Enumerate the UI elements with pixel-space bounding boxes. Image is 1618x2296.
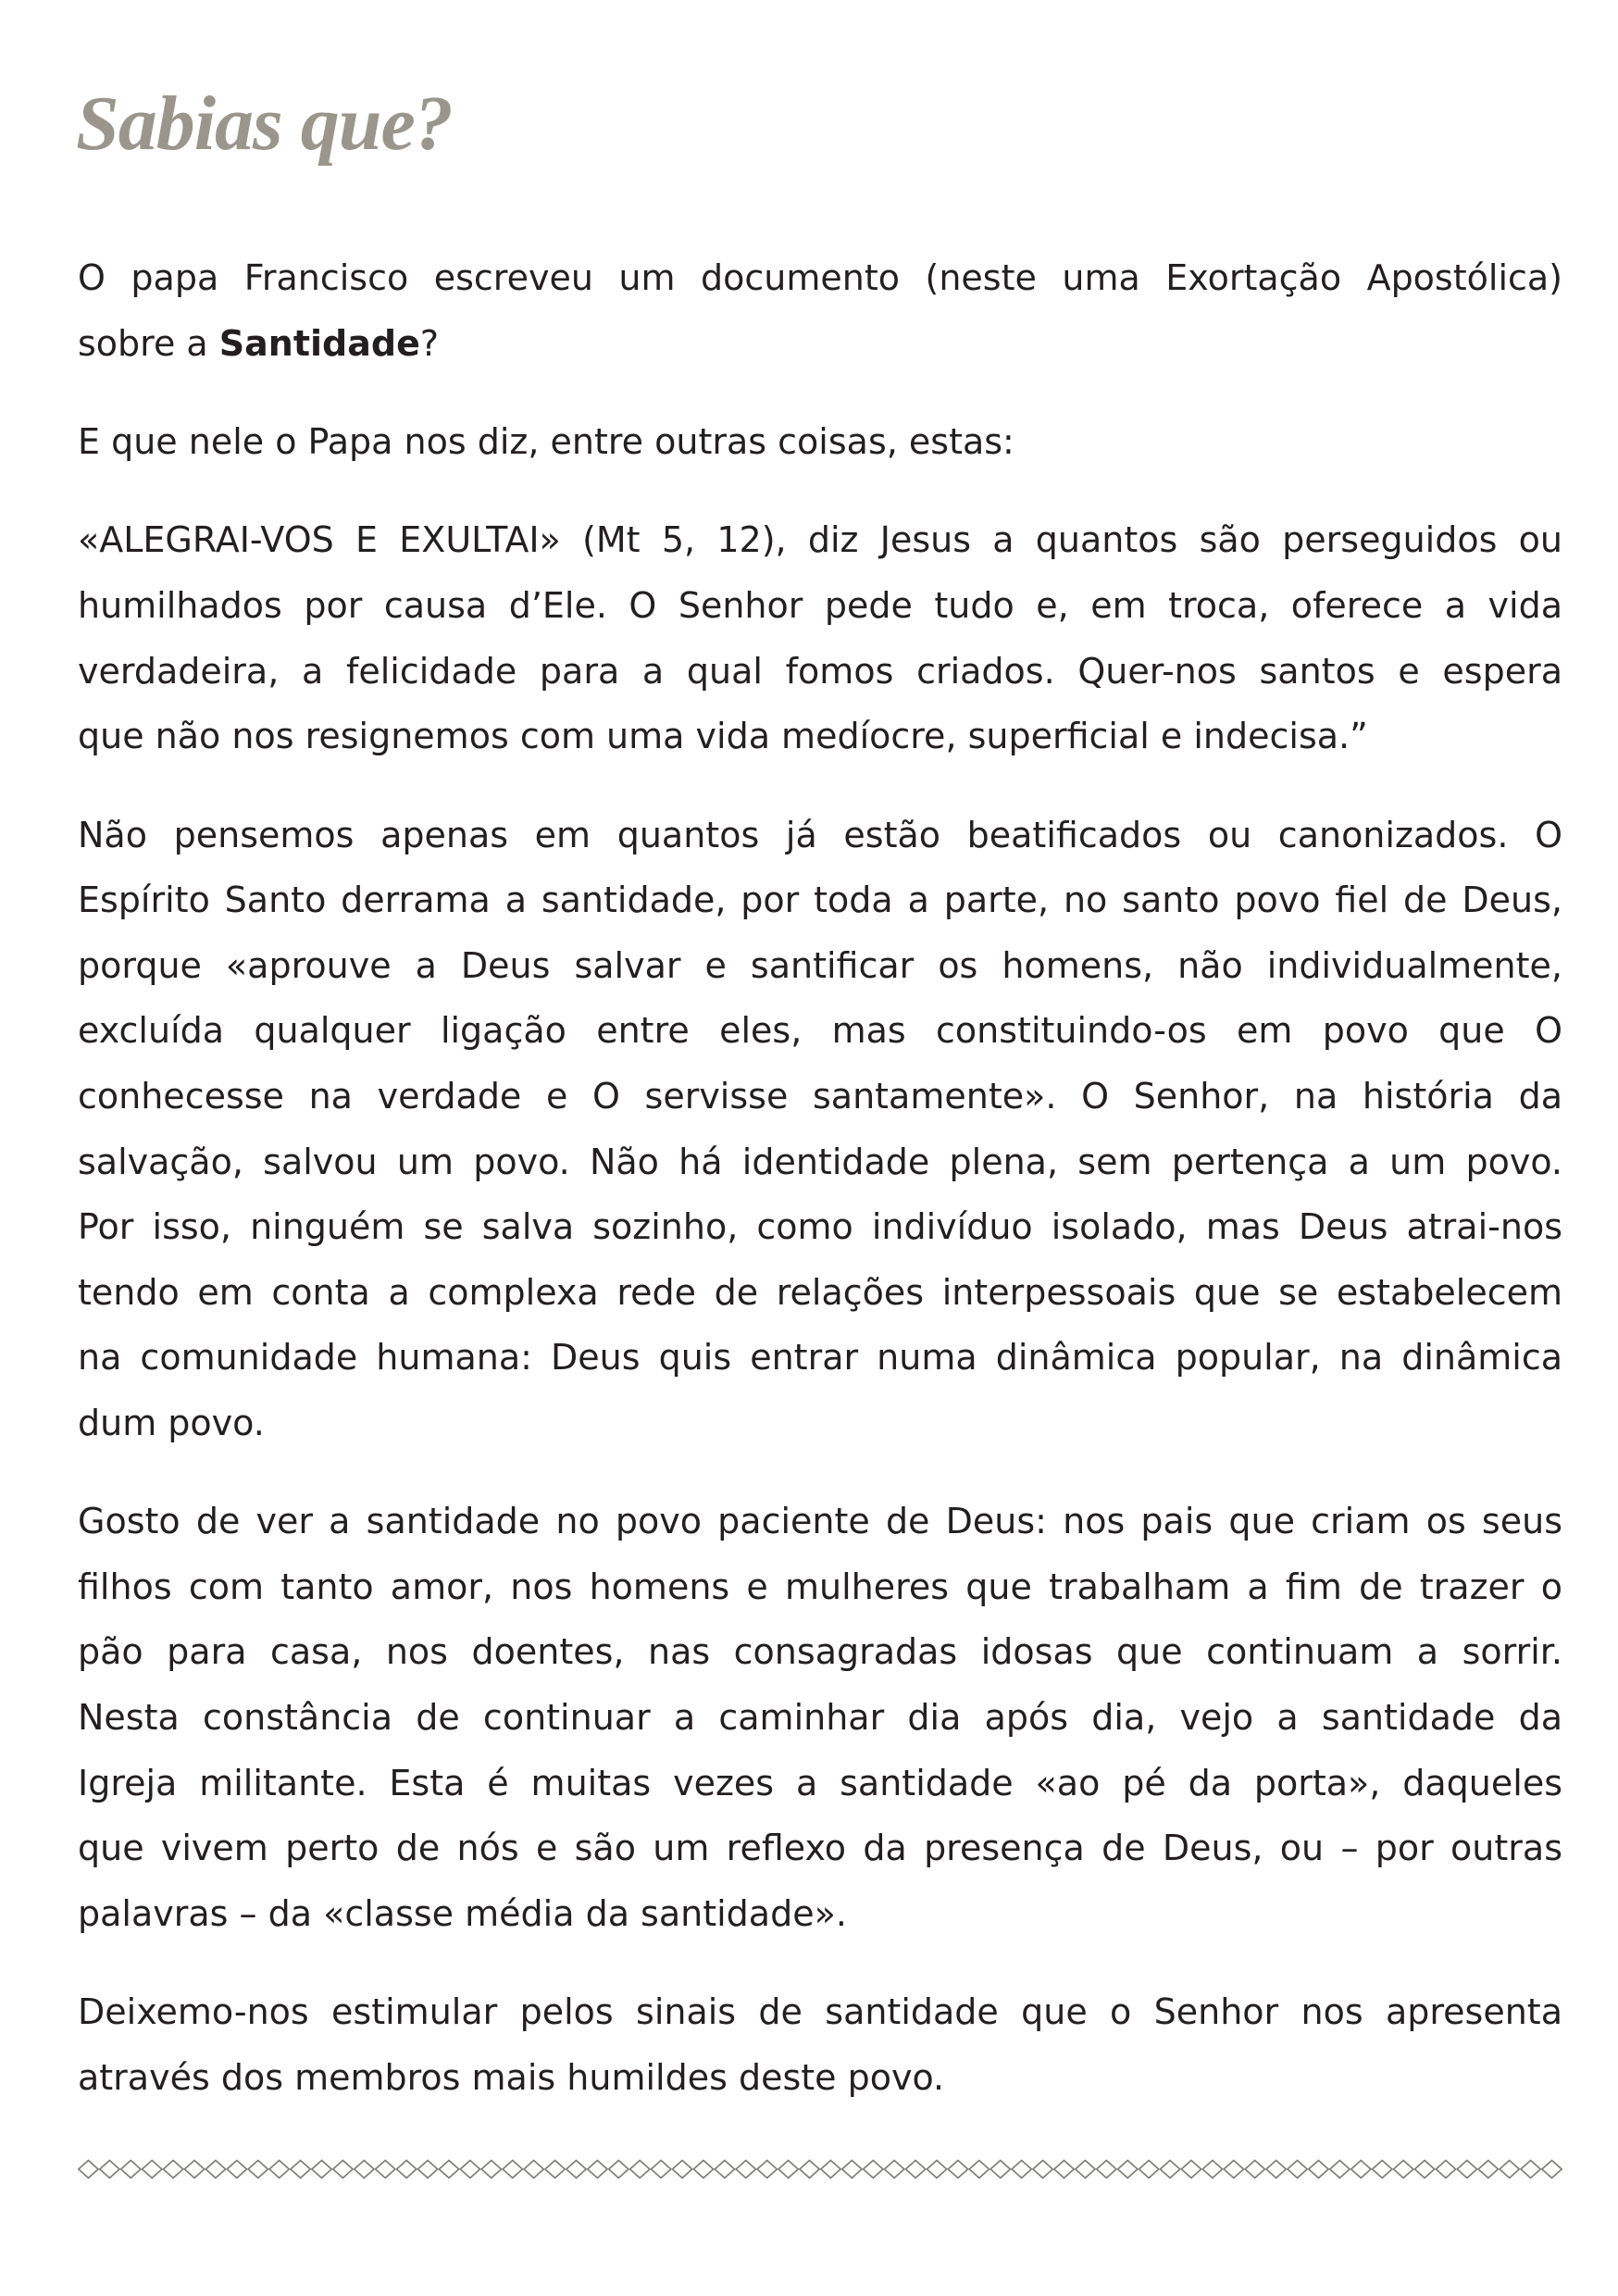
paragraph-line: Nesta constância de continuar a caminhar dia após dia, vejo a santidade da — [78, 1697, 1562, 1739]
paragraph-line: tendo em conta a complexa rede de relações interpessoais que se estabelecem — [78, 1271, 1562, 1313]
paragraph-line: «ALEGRAI-VOS E EXULTAI» (Mt 5, 12), diz Jesus a quantos são perseguidos ou — [78, 519, 1562, 561]
paragraph-line: que vivem perto de nós e são um reflexo da presença de Deus, ou – por outras — [78, 1828, 1562, 1869]
paragraph-line: Não pensemos apenas em quantos já estão beatificados ou canonizados. O — [78, 814, 1562, 855]
paragraph-1 — [78, 245, 1562, 376]
emphasis-santidade: Santidade — [218, 322, 420, 364]
paragraph-line: verdadeira, a felicidade para a qual fomos criados. Quer-nos santos e espera — [78, 650, 1562, 692]
paragraph-line: conhecesse na verdade e O servisse santamente». O Senhor, na história da — [78, 1075, 1562, 1117]
paragraph-line: Igreja militante. Esta é muitas vezes a santidade «ao pé da porta», daqueles — [78, 1762, 1562, 1803]
paragraph-line: pão para casa, nos doentes, nas consagradas idosas que continuam a sorrir. — [78, 1631, 1562, 1673]
paragraph-line: na comunidade humana: Deus quis entrar numa dinâmica popular, na dinâmica — [78, 1337, 1562, 1379]
paragraph-line: através dos membros mais humildes deste povo. — [78, 2056, 945, 2098]
paragraph-line: excluída qualquer ligação entre eles, mas constituindo-os em povo que O — [78, 1010, 1562, 1052]
paragraph-line: humilhados por causa d’Ele. O Senhor pede tudo e, em troca, oferece a vida — [78, 584, 1562, 626]
paragraph-line: Gosto de ver a santidade no povo paciente de Deus: nos pais que criam os seus — [78, 1501, 1562, 1542]
body-text — [78, 245, 1562, 2143]
paragraph-line: porque «aprouve a Deus salvar e santificar os homens, não individualmente, — [78, 944, 1562, 986]
paragraph-line: filhos com tanto amor, nos homens e mulheres que trabalham a fim de trazer o — [78, 1566, 1562, 1607]
paragraph-line: O papa Francisco escreveu um documento (neste uma Exortação Apostólica) — [78, 257, 1562, 298]
paragraph-3 — [78, 507, 1562, 768]
paragraph-5 — [78, 1489, 1562, 1946]
paragraph-6 — [78, 1979, 1562, 2110]
paragraph-line: que não nos resignemos com uma vida medíocre, superficial e indecisa.” — [78, 716, 1368, 757]
paragraph-2 — [78, 409, 1562, 475]
paragraph-line: Espírito Santo derrama a santidade, por toda a parte, no santo povo fiel de Deus, — [78, 880, 1562, 921]
paragraph-line: dum povo. — [78, 1402, 265, 1443]
paragraph-line: E que nele o Papa nos diz, entre outras coisas, estas: — [78, 420, 1014, 462]
line-text: sobre a — [78, 322, 219, 364]
diamond-divider — [78, 2159, 1562, 2179]
page-title: Sabias que? — [76, 81, 453, 167]
paragraph-line: palavras – da «classe média da santidade». — [78, 1892, 847, 1934]
paragraph-4 — [78, 803, 1562, 1456]
paragraph-line: Deixemo-nos estimular pelos sinais de santidade que o Senhor nos apresenta — [78, 1991, 1562, 2033]
paragraph-line: salvação, salvou um povo. Não há identidade plena, sem pertença a um povo. — [78, 1141, 1562, 1182]
line-text: ? — [419, 322, 440, 364]
paragraph-line — [78, 311, 1562, 377]
paragraph-line: Por isso, ninguém se salva sozinho, como indivíduo isolado, mas Deus atrai-nos — [78, 1206, 1562, 1248]
